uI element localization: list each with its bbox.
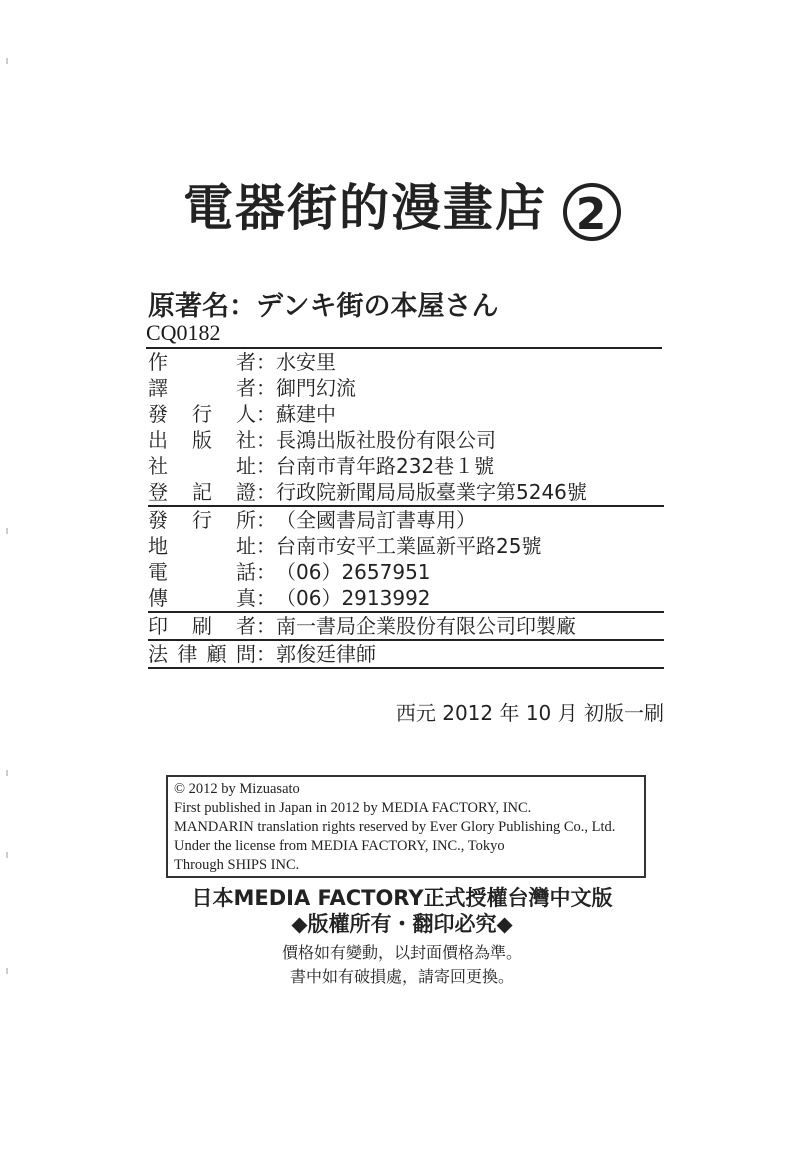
exchange-note: 書中如有破損處，請寄回更換。	[289, 967, 514, 986]
info-label	[148, 375, 256, 401]
label-char: 者	[236, 614, 256, 638]
info-row-legal-advisor: 法 律 顧 問 ： 郭俊廷律師	[148, 641, 664, 669]
label-char: 電	[148, 560, 168, 584]
info-row-press: 出 版 社 ： 長鴻出版社股份有限公司	[148, 428, 496, 452]
scan-speck	[6, 852, 8, 858]
label-char: 記	[192, 480, 212, 504]
info-label	[148, 401, 256, 427]
info-label	[148, 533, 256, 559]
product-code: CQ0182	[146, 320, 662, 349]
volume-number: 2	[563, 183, 621, 241]
label-char: 地	[148, 534, 168, 558]
label-char: 址	[236, 534, 256, 558]
label-char: 人	[236, 402, 256, 426]
info-value: 長鴻出版社股份有限公司	[276, 428, 496, 452]
original-title: 原著名：デンキ街の本屋さん	[148, 291, 499, 322]
info-label	[148, 349, 256, 375]
info-value: 水安里	[276, 350, 336, 374]
info-value: 南一書局企業股份有限公司印製廠	[276, 614, 576, 638]
info-value: 郭俊廷律師	[276, 642, 376, 666]
info-label	[148, 427, 256, 453]
label-char: 印	[148, 614, 168, 638]
edition-line: 西元 2012 年 10 月 初版一刷	[395, 701, 664, 725]
book-title	[0, 168, 804, 241]
label-char: 址	[236, 454, 256, 478]
scan-speck	[6, 968, 8, 974]
publication-info	[148, 349, 664, 669]
info-value: 台南市青年路232巷１號	[276, 454, 495, 478]
copyright-box	[166, 775, 646, 878]
label-char: 刷	[192, 614, 212, 638]
info-label	[148, 585, 256, 611]
info-value: 御門幻流	[276, 376, 356, 400]
book-title-text: 電器街的漫畫店	[183, 179, 547, 237]
label-char: 社	[148, 454, 168, 478]
info-row-publisher: 發 行 人 ： 蘇建中	[148, 402, 336, 426]
info-label	[148, 453, 256, 479]
info-row-address: 地 址 ： 台南市安平工業區新平路25號	[148, 534, 542, 558]
price-note: 價格如有變動，以封面價格為準。	[281, 943, 522, 962]
label-char: 證	[236, 480, 256, 504]
copyright-line: © 2012 by Mizuasato	[174, 781, 300, 797]
label-char: 話	[236, 560, 256, 584]
info-label	[148, 641, 256, 667]
info-label	[148, 559, 256, 585]
scan-speck	[6, 528, 8, 534]
label-char: 譯	[148, 376, 168, 400]
info-value: （全國書局訂書專用）	[276, 508, 476, 532]
copyright-line: MANDARIN translation rights reserved by Ever Glory Publishing Co., Ltd.	[174, 819, 616, 835]
info-value: 蘇建中	[276, 402, 336, 426]
info-value: 台南市安平工業區新平路25號	[276, 534, 542, 558]
copyright-line: Under the license from MEDIA FACTORY, INC., Tokyo	[174, 838, 505, 854]
label-char: 律	[177, 642, 198, 666]
rights-reserved: ◆版權所有・翻印必究◆	[291, 912, 513, 936]
label-char: 問	[235, 642, 256, 666]
info-value: 行政院新聞局局版臺業字第5246號	[276, 480, 587, 504]
info-row-author: 作 者 ： 水安里	[148, 350, 336, 374]
info-value: （06）2657951	[276, 560, 431, 584]
label-char: 傳	[148, 586, 168, 610]
info-label	[148, 507, 256, 533]
scan-speck	[6, 770, 8, 776]
authorization-statement: 日本MEDIA FACTORY正式授權台灣中文版	[191, 886, 613, 910]
info-row-translator: 譯 者 ： 御門幻流	[148, 376, 356, 400]
label-char: 作	[148, 350, 168, 374]
label-char: 發	[148, 508, 168, 532]
label-char: 登	[148, 480, 168, 504]
info-label	[148, 613, 256, 639]
info-label	[148, 479, 256, 505]
label-char: 社	[236, 428, 256, 452]
label-char: 發	[148, 402, 168, 426]
info-row-phone: 電 話 ： （06）2657951	[148, 560, 431, 584]
label-char: 行	[192, 402, 212, 426]
info-row-fax: 傳 真 ： （06）2913992	[148, 585, 664, 613]
scan-speck	[6, 58, 8, 64]
label-char: 真	[236, 586, 256, 610]
label-char: 顧	[206, 642, 227, 666]
label-char: 者	[236, 350, 256, 374]
label-char: 者	[236, 376, 256, 400]
info-value: （06）2913992	[276, 586, 431, 610]
label-char: 版	[192, 428, 212, 452]
info-row-press-address: 社 址 ： 台南市青年路232巷１號	[148, 454, 495, 478]
label-char: 出	[148, 428, 168, 452]
label-char: 法	[148, 642, 168, 666]
info-row-registration: 登 記 證 ： 行政院新聞局局版臺業字第5246號	[148, 479, 664, 507]
label-char: 所	[236, 508, 256, 532]
copyright-line: Through SHIPS INC.	[174, 857, 300, 873]
copyright-line: First published in Japan in 2012 by MEDIA FACTORY, INC.	[174, 800, 532, 816]
info-row-distributor: 發 行 所 ： （全國書局訂書專用）	[148, 508, 476, 532]
info-row-printer: 印 刷 者 ： 南一書局企業股份有限公司印製廠	[148, 613, 664, 641]
label-char: 行	[192, 508, 212, 532]
